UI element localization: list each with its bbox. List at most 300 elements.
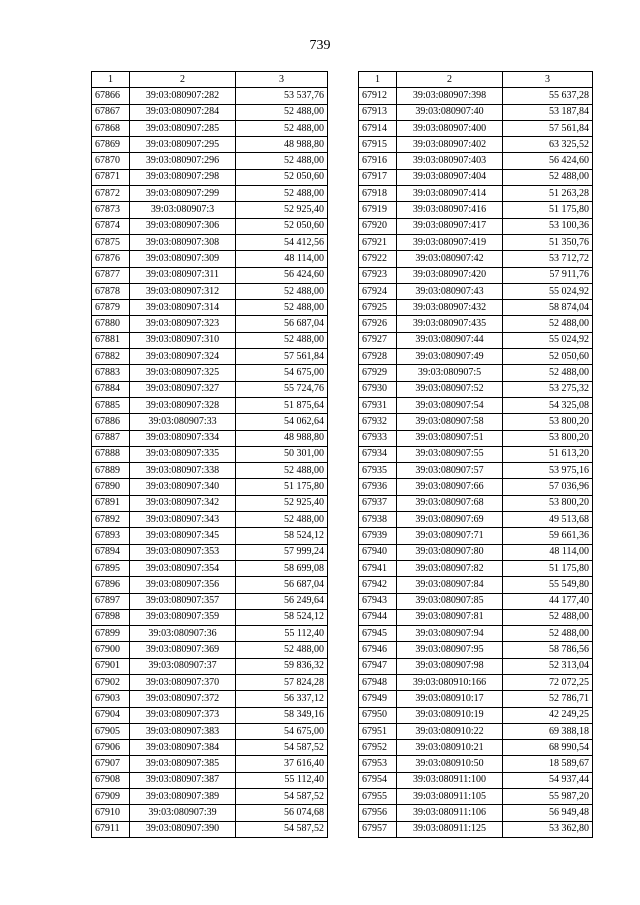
row-number-cell: 67893 xyxy=(92,528,130,544)
table-row xyxy=(92,300,328,316)
table-row xyxy=(92,577,328,593)
value-cell: 53 100,36 xyxy=(503,218,593,234)
column-header: 2 xyxy=(130,72,236,88)
table-row xyxy=(359,512,593,528)
value-cell: 54 587,52 xyxy=(236,821,328,837)
row-number-cell: 67945 xyxy=(359,626,397,642)
table-row xyxy=(92,186,328,202)
value-cell: 55 724,76 xyxy=(236,381,328,397)
row-number-cell: 67897 xyxy=(92,593,130,609)
value-cell: 56 424,60 xyxy=(503,153,593,169)
cadastral-number-cell: 39:03:080910:21 xyxy=(397,740,503,756)
table-row xyxy=(92,756,328,772)
value-cell: 52 488,00 xyxy=(503,609,593,625)
cadastral-number-cell: 39:03:080907:384 xyxy=(130,740,236,756)
cadastral-number-cell: 39:03:080907:39 xyxy=(130,805,236,821)
value-cell: 55 637,28 xyxy=(503,88,593,104)
value-cell: 48 114,00 xyxy=(503,544,593,560)
table-header-row xyxy=(359,72,593,88)
table-row xyxy=(92,381,328,397)
cadastral-number-cell: 39:03:080907:282 xyxy=(130,88,236,104)
table-row xyxy=(92,137,328,153)
value-cell: 52 050,60 xyxy=(236,169,328,185)
row-number-cell: 67900 xyxy=(92,642,130,658)
value-cell: 52 488,00 xyxy=(503,365,593,381)
table-row xyxy=(359,463,593,479)
row-number-cell: 67913 xyxy=(359,104,397,120)
table-row xyxy=(359,495,593,511)
table-row xyxy=(359,202,593,218)
table-row xyxy=(359,691,593,707)
value-cell: 52 786,71 xyxy=(503,691,593,707)
value-cell: 52 488,00 xyxy=(503,316,593,332)
table-row xyxy=(359,414,593,430)
cadastral-number-cell: 39:03:080907:57 xyxy=(397,463,503,479)
cadastral-number-cell: 39:03:080907:81 xyxy=(397,609,503,625)
row-number-cell: 67906 xyxy=(92,740,130,756)
row-number-cell: 67874 xyxy=(92,218,130,234)
value-cell: 51 175,80 xyxy=(503,560,593,576)
value-cell: 53 537,76 xyxy=(236,88,328,104)
value-cell: 55 112,40 xyxy=(236,772,328,788)
cadastral-number-cell: 39:03:080907:3 xyxy=(130,202,236,218)
cadastral-number-cell: 39:03:080907:416 xyxy=(397,202,503,218)
table-row xyxy=(359,642,593,658)
value-cell: 48 988,80 xyxy=(236,137,328,153)
cadastral-number-cell: 39:03:080907:323 xyxy=(130,316,236,332)
row-number-cell: 67892 xyxy=(92,512,130,528)
cadastral-number-cell: 39:03:080907:414 xyxy=(397,186,503,202)
cadastral-number-cell: 39:03:080907:55 xyxy=(397,446,503,462)
value-cell: 52 488,00 xyxy=(236,642,328,658)
cadastral-number-cell: 39:03:080907:310 xyxy=(130,332,236,348)
value-cell: 55 024,92 xyxy=(503,283,593,299)
value-cell: 55 987,20 xyxy=(503,789,593,805)
table-row xyxy=(92,723,328,739)
value-cell: 52 488,00 xyxy=(236,186,328,202)
value-cell: 52 488,00 xyxy=(236,283,328,299)
value-cell: 69 388,18 xyxy=(503,723,593,739)
cadastral-number-cell: 39:03:080910:17 xyxy=(397,691,503,707)
cadastral-number-cell: 39:03:080907:356 xyxy=(130,577,236,593)
row-number-cell: 67869 xyxy=(92,137,130,153)
row-number-cell: 67937 xyxy=(359,495,397,511)
table-row xyxy=(359,626,593,642)
row-number-cell: 67928 xyxy=(359,349,397,365)
row-number-cell: 67914 xyxy=(359,120,397,136)
table-row xyxy=(359,674,593,690)
cadastral-number-cell: 39:03:080907:296 xyxy=(130,153,236,169)
cadastral-number-cell: 39:03:080907:404 xyxy=(397,169,503,185)
value-cell: 51 613,20 xyxy=(503,446,593,462)
row-number-cell: 67939 xyxy=(359,528,397,544)
cadastral-number-cell: 39:03:080907:372 xyxy=(130,691,236,707)
value-cell: 54 412,56 xyxy=(236,234,328,250)
table-row xyxy=(359,707,593,723)
table-row xyxy=(92,283,328,299)
row-number-cell: 67908 xyxy=(92,772,130,788)
value-cell: 52 488,00 xyxy=(503,169,593,185)
row-number-cell: 67926 xyxy=(359,316,397,332)
row-number-cell: 67943 xyxy=(359,593,397,609)
row-number-cell: 67942 xyxy=(359,577,397,593)
row-number-cell: 67915 xyxy=(359,137,397,153)
table-row xyxy=(359,658,593,674)
cadastral-number-cell: 39:03:080907:385 xyxy=(130,756,236,772)
cadastral-number-cell: 39:03:080907:54 xyxy=(397,397,503,413)
row-number-cell: 67883 xyxy=(92,365,130,381)
table-row xyxy=(92,593,328,609)
cadastral-number-cell: 39:03:080907:69 xyxy=(397,512,503,528)
row-number-cell: 67896 xyxy=(92,577,130,593)
cadastral-number-cell: 39:03:080907:353 xyxy=(130,544,236,560)
cadastral-number-cell: 39:03:080907:390 xyxy=(130,821,236,837)
cadastral-number-cell: 39:03:080910:50 xyxy=(397,756,503,772)
cadastral-number-cell: 39:03:080907:335 xyxy=(130,446,236,462)
cadastral-number-cell: 39:03:080910:19 xyxy=(397,707,503,723)
row-number-cell: 67934 xyxy=(359,446,397,462)
cadastral-number-cell: 39:03:080907:432 xyxy=(397,300,503,316)
cadastral-number-cell: 39:03:080911:105 xyxy=(397,789,503,805)
row-number-cell: 67941 xyxy=(359,560,397,576)
row-number-cell: 67866 xyxy=(92,88,130,104)
row-number-cell: 67927 xyxy=(359,332,397,348)
row-number-cell: 67875 xyxy=(92,234,130,250)
table-row xyxy=(359,251,593,267)
table-row xyxy=(359,789,593,805)
row-number-cell: 67930 xyxy=(359,381,397,397)
cadastral-number-cell: 39:03:080907:285 xyxy=(130,120,236,136)
value-cell: 51 263,28 xyxy=(503,186,593,202)
left-table xyxy=(91,71,328,838)
table-row xyxy=(92,821,328,837)
row-number-cell: 67944 xyxy=(359,609,397,625)
cadastral-number-cell: 39:03:080907:403 xyxy=(397,153,503,169)
value-cell: 53 362,80 xyxy=(503,821,593,837)
value-cell: 56 424,60 xyxy=(236,267,328,283)
row-number-cell: 67953 xyxy=(359,756,397,772)
column-header: 1 xyxy=(359,72,397,88)
value-cell: 37 616,40 xyxy=(236,756,328,772)
value-cell: 54 587,52 xyxy=(236,740,328,756)
cadastral-number-cell: 39:03:080907:314 xyxy=(130,300,236,316)
cadastral-number-cell: 39:03:080907:419 xyxy=(397,234,503,250)
row-number-cell: 67957 xyxy=(359,821,397,837)
value-cell: 56 337,12 xyxy=(236,691,328,707)
cadastral-number-cell: 39:03:080907:325 xyxy=(130,365,236,381)
row-number-cell: 67924 xyxy=(359,283,397,299)
cadastral-number-cell: 39:03:080911:106 xyxy=(397,805,503,821)
cadastral-number-cell: 39:03:080907:306 xyxy=(130,218,236,234)
value-cell: 54 587,52 xyxy=(236,789,328,805)
value-cell: 58 874,04 xyxy=(503,300,593,316)
row-number-cell: 67917 xyxy=(359,169,397,185)
table-row xyxy=(359,756,593,772)
table-row xyxy=(92,349,328,365)
table-row xyxy=(359,332,593,348)
cadastral-number-cell: 39:03:080907:420 xyxy=(397,267,503,283)
row-number-cell: 67909 xyxy=(92,789,130,805)
table-row xyxy=(359,528,593,544)
value-cell: 54 062,64 xyxy=(236,414,328,430)
row-number-cell: 67878 xyxy=(92,283,130,299)
value-cell: 58 524,12 xyxy=(236,609,328,625)
value-cell: 53 800,20 xyxy=(503,414,593,430)
table-row xyxy=(92,414,328,430)
value-cell: 56 949,48 xyxy=(503,805,593,821)
value-cell: 51 875,64 xyxy=(236,397,328,413)
table-row xyxy=(359,805,593,821)
table-row xyxy=(359,267,593,283)
row-number-cell: 67922 xyxy=(359,251,397,267)
cadastral-number-cell: 39:03:080907:295 xyxy=(130,137,236,153)
cadastral-number-cell: 39:03:080910:166 xyxy=(397,674,503,690)
cadastral-number-cell: 39:03:080907:328 xyxy=(130,397,236,413)
cadastral-number-cell: 39:03:080907:36 xyxy=(130,626,236,642)
table-row xyxy=(359,153,593,169)
value-cell: 52 925,40 xyxy=(236,495,328,511)
row-number-cell: 67887 xyxy=(92,430,130,446)
row-number-cell: 67946 xyxy=(359,642,397,658)
row-number-cell: 67921 xyxy=(359,234,397,250)
value-cell: 57 561,84 xyxy=(503,120,593,136)
row-number-cell: 67907 xyxy=(92,756,130,772)
row-number-cell: 67932 xyxy=(359,414,397,430)
value-cell: 63 325,52 xyxy=(503,137,593,153)
table-row xyxy=(359,218,593,234)
row-number-cell: 67903 xyxy=(92,691,130,707)
cadastral-number-cell: 39:03:080907:85 xyxy=(397,593,503,609)
table-row xyxy=(359,169,593,185)
cadastral-number-cell: 39:03:080907:383 xyxy=(130,723,236,739)
row-number-cell: 67931 xyxy=(359,397,397,413)
table-row xyxy=(359,316,593,332)
row-number-cell: 67919 xyxy=(359,202,397,218)
cadastral-number-cell: 39:03:080907:84 xyxy=(397,577,503,593)
cadastral-number-cell: 39:03:080907:40 xyxy=(397,104,503,120)
table-row xyxy=(92,397,328,413)
cadastral-number-cell: 39:03:080907:94 xyxy=(397,626,503,642)
table-row xyxy=(92,120,328,136)
value-cell: 56 687,04 xyxy=(236,577,328,593)
table-row xyxy=(92,316,328,332)
column-header: 3 xyxy=(503,72,593,88)
value-cell: 54 325,08 xyxy=(503,397,593,413)
cadastral-number-cell: 39:03:080911:125 xyxy=(397,821,503,837)
table-row xyxy=(92,707,328,723)
cadastral-number-cell: 39:03:080907:68 xyxy=(397,495,503,511)
row-number-cell: 67955 xyxy=(359,789,397,805)
cadastral-number-cell: 39:03:080907:398 xyxy=(397,88,503,104)
row-number-cell: 67911 xyxy=(92,821,130,837)
row-number-cell: 67890 xyxy=(92,479,130,495)
value-cell: 58 524,12 xyxy=(236,528,328,544)
row-number-cell: 67879 xyxy=(92,300,130,316)
table-row xyxy=(359,723,593,739)
row-number-cell: 67871 xyxy=(92,169,130,185)
cadastral-number-cell: 39:03:080907:387 xyxy=(130,772,236,788)
value-cell: 68 990,54 xyxy=(503,740,593,756)
value-cell: 53 800,20 xyxy=(503,430,593,446)
cadastral-number-cell: 39:03:080907:42 xyxy=(397,251,503,267)
cadastral-number-cell: 39:03:080907:298 xyxy=(130,169,236,185)
value-cell: 57 999,24 xyxy=(236,544,328,560)
value-cell: 53 975,16 xyxy=(503,463,593,479)
column-header: 3 xyxy=(236,72,328,88)
table-row xyxy=(359,300,593,316)
value-cell: 52 488,00 xyxy=(236,300,328,316)
value-cell: 51 350,76 xyxy=(503,234,593,250)
table-row xyxy=(359,593,593,609)
value-cell: 44 177,40 xyxy=(503,593,593,609)
value-cell: 57 824,28 xyxy=(236,674,328,690)
table-row xyxy=(92,153,328,169)
value-cell: 56 687,04 xyxy=(236,316,328,332)
row-number-cell: 67889 xyxy=(92,463,130,479)
table-row xyxy=(359,430,593,446)
value-cell: 54 675,00 xyxy=(236,723,328,739)
row-number-cell: 67940 xyxy=(359,544,397,560)
table-row xyxy=(359,479,593,495)
row-number-cell: 67877 xyxy=(92,267,130,283)
table-row xyxy=(92,805,328,821)
value-cell: 18 589,67 xyxy=(503,756,593,772)
column-header: 2 xyxy=(397,72,503,88)
row-number-cell: 67935 xyxy=(359,463,397,479)
value-cell: 52 488,00 xyxy=(236,153,328,169)
table-row xyxy=(92,446,328,462)
row-number-cell: 67923 xyxy=(359,267,397,283)
cadastral-number-cell: 39:03:080907:309 xyxy=(130,251,236,267)
value-cell: 42 249,25 xyxy=(503,707,593,723)
value-cell: 54 675,00 xyxy=(236,365,328,381)
cadastral-number-cell: 39:03:080907:338 xyxy=(130,463,236,479)
cadastral-number-cell: 39:03:080907:327 xyxy=(130,381,236,397)
value-cell: 58 699,08 xyxy=(236,560,328,576)
cadastral-number-cell: 39:03:080911:100 xyxy=(397,772,503,788)
value-cell: 55 112,40 xyxy=(236,626,328,642)
cadastral-number-cell: 39:03:080907:58 xyxy=(397,414,503,430)
cadastral-number-cell: 39:03:080907:312 xyxy=(130,283,236,299)
row-number-cell: 67949 xyxy=(359,691,397,707)
table-row xyxy=(92,789,328,805)
cadastral-number-cell: 39:03:080907:343 xyxy=(130,512,236,528)
table-row xyxy=(359,560,593,576)
table-row xyxy=(92,642,328,658)
value-cell: 57 561,84 xyxy=(236,349,328,365)
cadastral-number-cell: 39:03:080907:95 xyxy=(397,642,503,658)
cadastral-number-cell: 39:03:080907:402 xyxy=(397,137,503,153)
value-cell: 55 549,80 xyxy=(503,577,593,593)
row-number-cell: 67902 xyxy=(92,674,130,690)
row-number-cell: 67868 xyxy=(92,120,130,136)
row-number-cell: 67904 xyxy=(92,707,130,723)
row-number-cell: 67888 xyxy=(92,446,130,462)
row-number-cell: 67925 xyxy=(359,300,397,316)
table-row xyxy=(92,626,328,642)
table-row xyxy=(92,104,328,120)
cadastral-number-cell: 39:03:080907:400 xyxy=(397,120,503,136)
right-table-body xyxy=(359,88,593,838)
value-cell: 56 074,68 xyxy=(236,805,328,821)
table-row xyxy=(359,365,593,381)
table-row xyxy=(359,186,593,202)
table-row xyxy=(359,120,593,136)
table-row xyxy=(92,430,328,446)
table-row xyxy=(359,821,593,837)
left-table-body xyxy=(92,88,328,838)
row-number-cell: 67891 xyxy=(92,495,130,511)
value-cell: 53 712,72 xyxy=(503,251,593,267)
row-number-cell: 67920 xyxy=(359,218,397,234)
cadastral-number-cell: 39:03:080907:373 xyxy=(130,707,236,723)
table-row xyxy=(92,674,328,690)
cadastral-number-cell: 39:03:080907:308 xyxy=(130,234,236,250)
cadastral-number-cell: 39:03:080907:299 xyxy=(130,186,236,202)
cadastral-number-cell: 39:03:080907:342 xyxy=(130,495,236,511)
table-row xyxy=(92,365,328,381)
cadastral-number-cell: 39:03:080907:370 xyxy=(130,674,236,690)
table-row xyxy=(92,234,328,250)
table-row xyxy=(359,544,593,560)
value-cell: 49 513,68 xyxy=(503,512,593,528)
value-cell: 58 349,16 xyxy=(236,707,328,723)
table-row xyxy=(359,577,593,593)
value-cell: 53 800,20 xyxy=(503,495,593,511)
row-number-cell: 67929 xyxy=(359,365,397,381)
cadastral-number-cell: 39:03:080907:354 xyxy=(130,560,236,576)
row-number-cell: 67933 xyxy=(359,430,397,446)
table-row xyxy=(92,772,328,788)
table-row xyxy=(92,495,328,511)
value-cell: 52 488,00 xyxy=(236,463,328,479)
cadastral-number-cell: 39:03:080907:44 xyxy=(397,332,503,348)
value-cell: 59 661,36 xyxy=(503,528,593,544)
table-row xyxy=(92,88,328,104)
cadastral-number-cell: 39:03:080907:389 xyxy=(130,789,236,805)
value-cell: 52 488,00 xyxy=(236,332,328,348)
value-cell: 72 072,25 xyxy=(503,674,593,690)
cadastral-number-cell: 39:03:080907:369 xyxy=(130,642,236,658)
table-row xyxy=(92,740,328,756)
cadastral-number-cell: 39:03:080907:37 xyxy=(130,658,236,674)
row-number-cell: 67867 xyxy=(92,104,130,120)
table-row xyxy=(359,397,593,413)
value-cell: 56 249,64 xyxy=(236,593,328,609)
row-number-cell: 67948 xyxy=(359,674,397,690)
row-number-cell: 67873 xyxy=(92,202,130,218)
row-number-cell: 67936 xyxy=(359,479,397,495)
row-number-cell: 67956 xyxy=(359,805,397,821)
table-row xyxy=(92,267,328,283)
column-header: 1 xyxy=(92,72,130,88)
value-cell: 53 275,32 xyxy=(503,381,593,397)
cadastral-number-cell: 39:03:080910:22 xyxy=(397,723,503,739)
row-number-cell: 67912 xyxy=(359,88,397,104)
row-number-cell: 67894 xyxy=(92,544,130,560)
table-row xyxy=(359,446,593,462)
row-number-cell: 67870 xyxy=(92,153,130,169)
row-number-cell: 67898 xyxy=(92,609,130,625)
value-cell: 57 911,76 xyxy=(503,267,593,283)
row-number-cell: 67872 xyxy=(92,186,130,202)
cadastral-number-cell: 39:03:080907:359 xyxy=(130,609,236,625)
cadastral-number-cell: 39:03:080907:284 xyxy=(130,104,236,120)
row-number-cell: 67901 xyxy=(92,658,130,674)
table-row xyxy=(359,349,593,365)
value-cell: 48 114,00 xyxy=(236,251,328,267)
table-row xyxy=(92,169,328,185)
